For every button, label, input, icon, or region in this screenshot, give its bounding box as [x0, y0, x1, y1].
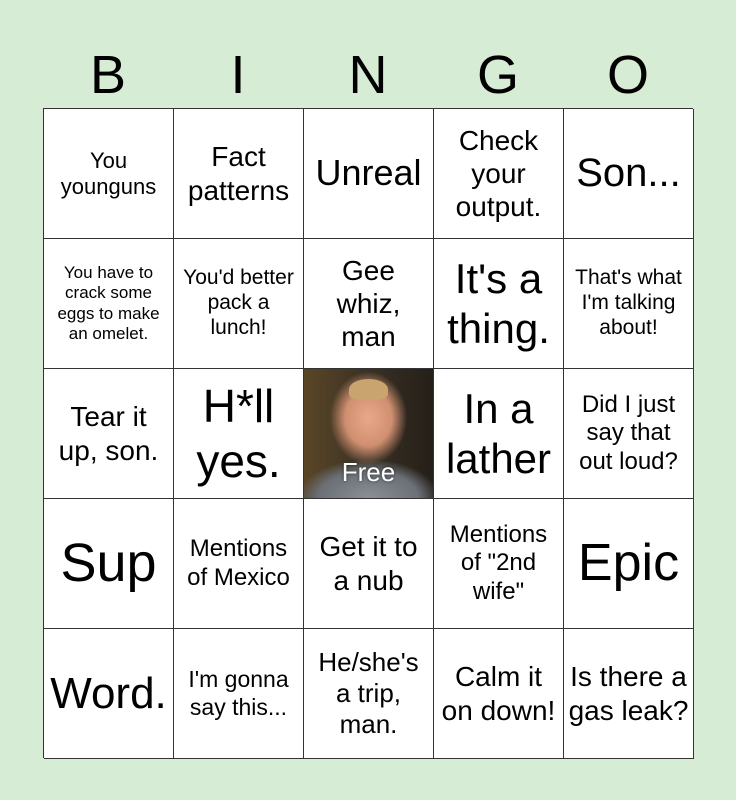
bingo-cell-r5-c2[interactable] — [174, 629, 304, 759]
cell-text: Mentions of "2nd wife" — [449, 521, 548, 605]
bingo-cell-r2-c2[interactable] — [174, 239, 304, 369]
header-letter-o: O — [606, 45, 649, 105]
cell-text: H*ll yes. — [196, 380, 281, 487]
bingo-cell-r1-c3[interactable] — [304, 109, 434, 239]
bingo-cell-r3-c4[interactable] — [434, 369, 564, 499]
bingo-header — [43, 42, 693, 108]
bingo-cell-r1-c4[interactable] — [434, 109, 564, 239]
header-letter-g: G — [476, 45, 519, 105]
header-letter-i: I — [230, 45, 246, 105]
cell-text: You younguns — [60, 147, 157, 199]
bingo-cell-r3-c2[interactable] — [174, 369, 304, 499]
free-space-label: Free — [341, 457, 396, 487]
cell-text: Sup — [60, 532, 157, 593]
bingo-cell-r2-c3[interactable] — [304, 239, 434, 369]
bingo-cell-r4-c2[interactable] — [174, 499, 304, 629]
cell-text: Word. — [50, 668, 167, 718]
cell-text: In a lather — [445, 384, 552, 482]
cell-text: Tear it up, son. — [58, 401, 159, 466]
cell-text: Epic — [577, 533, 680, 592]
cell-text: Calm it on down! — [441, 661, 556, 726]
free-space-photo — [349, 379, 388, 400]
cell-text: Did I just say that out loud? — [579, 391, 678, 475]
bingo-cell-r4-c1[interactable] — [44, 499, 174, 629]
cell-text: Get it to a nub — [319, 531, 418, 596]
bingo-cell-r1-c2[interactable] — [174, 109, 304, 239]
bingo-cell-r2-c4[interactable] — [434, 239, 564, 369]
bingo-cell-r5-c1[interactable] — [44, 629, 174, 759]
cell-text: Gee whiz, man — [336, 254, 401, 353]
cell-text: Son... — [576, 150, 681, 195]
bingo-cell-r1-c1[interactable] — [44, 109, 174, 239]
cell-text: Unreal — [315, 152, 422, 194]
bingo-cell-r3-c5[interactable] — [564, 369, 694, 499]
bingo-cell-r4-c3[interactable] — [304, 499, 434, 629]
bingo-board — [43, 108, 693, 758]
bingo-cell-r3-c1[interactable] — [44, 369, 174, 499]
free-space-cell[interactable] — [304, 369, 434, 499]
cell-text: Check your output. — [455, 124, 542, 223]
header-letter-b: B — [89, 45, 127, 105]
bingo-cell-r4-c4[interactable] — [434, 499, 564, 629]
cell-text: He/she's a trip, man. — [318, 647, 419, 739]
cell-text: That's what I'm talking about! — [575, 266, 682, 339]
cell-text: You have to crack some eggs to make an omelet. — [57, 263, 160, 343]
cell-text: Mentions of Mexico — [187, 535, 290, 591]
header-letter-n: N — [348, 45, 388, 105]
bingo-cell-r2-c5[interactable] — [564, 239, 694, 369]
cell-text: Is there a gas leak? — [568, 661, 689, 726]
cell-text: You'd better pack a lunch! — [183, 266, 294, 339]
cell-text: I'm gonna say this... — [188, 666, 289, 720]
bingo-cell-r5-c5[interactable] — [564, 629, 694, 759]
bingo-cell-r5-c3[interactable] — [304, 629, 434, 759]
cell-text: It's a thing. — [447, 254, 550, 352]
bingo-cell-r1-c5[interactable] — [564, 109, 694, 239]
bingo-cell-r2-c1[interactable] — [44, 239, 174, 369]
cell-text: Fact patterns — [187, 141, 290, 206]
bingo-cell-r5-c4[interactable] — [434, 629, 564, 759]
bingo-cell-r4-c5[interactable] — [564, 499, 694, 629]
